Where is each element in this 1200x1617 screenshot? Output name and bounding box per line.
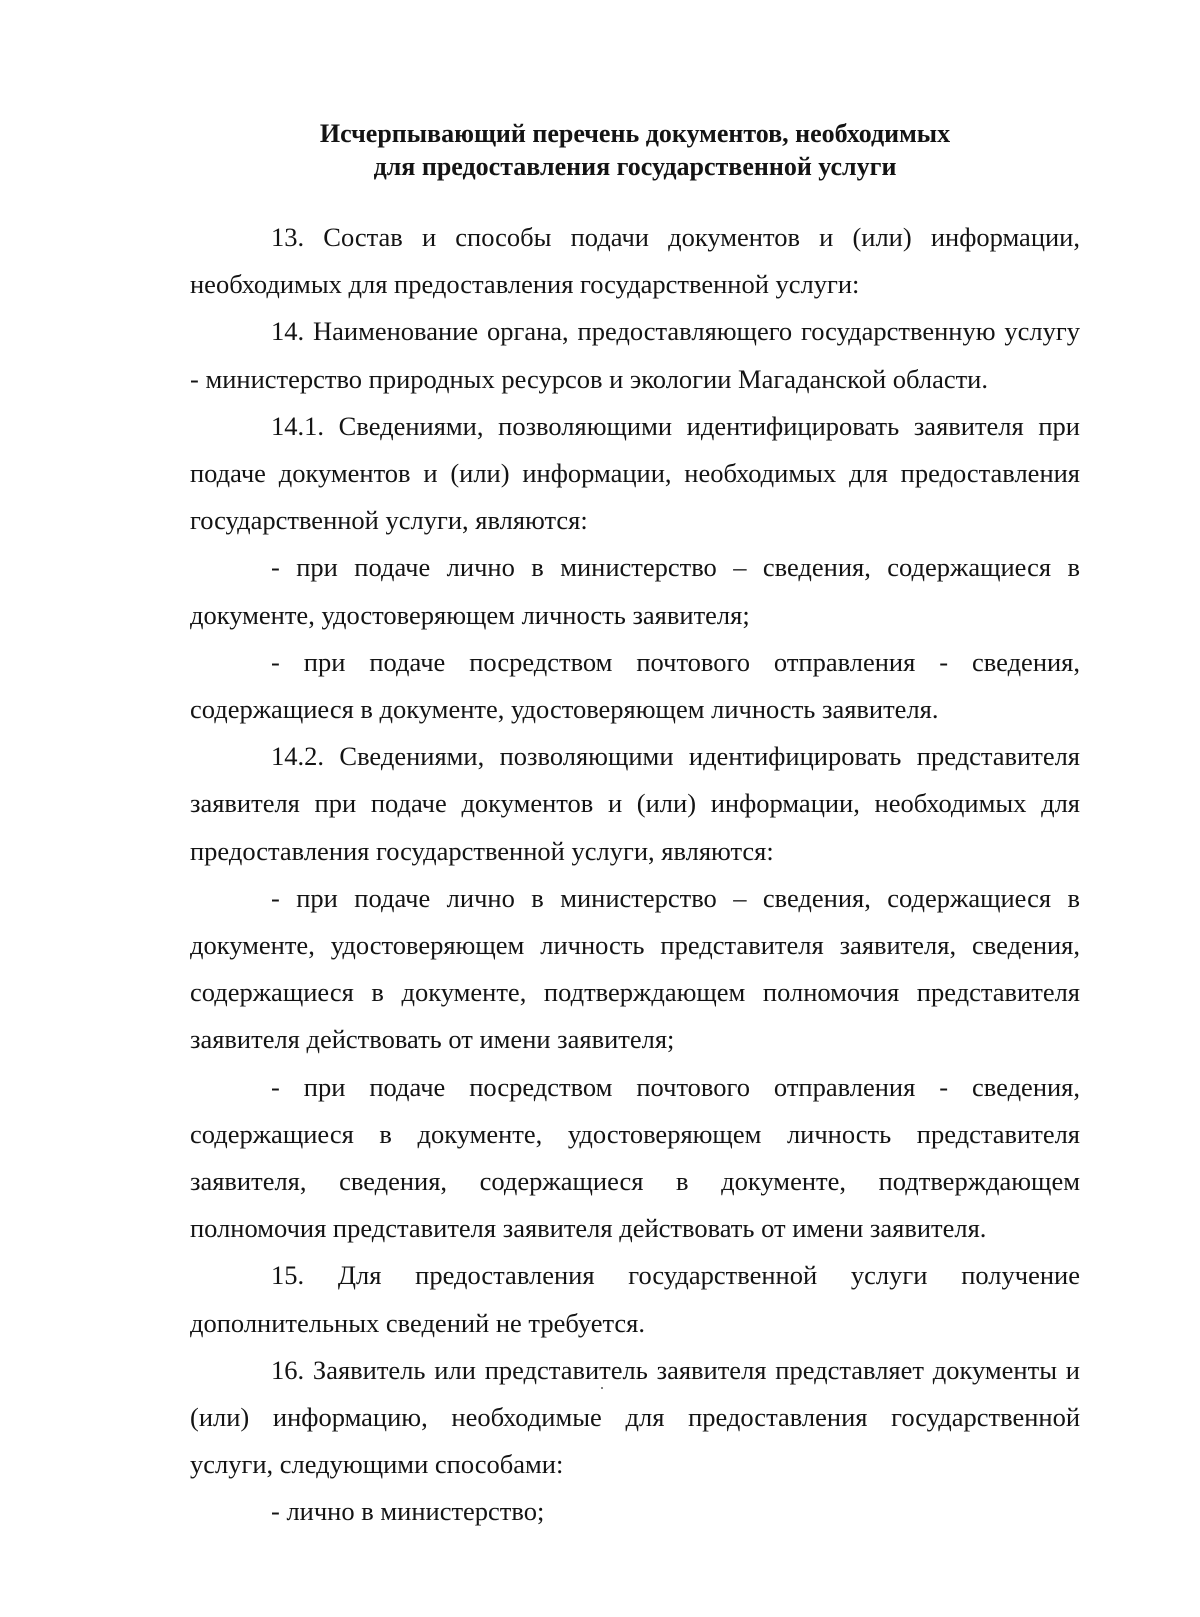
paragraph-14-1-item-in-person: - при подаче лично в министерство – сведения, содержащиеся в документе, удостоверяющем личность заявителя;: [190, 552, 1080, 630]
paragraph-14-2-item-by-post: - при подаче посредством почтового отправления - сведения, содержащиеся в документе, удостоверяющем личность представителя заявителя, сведения, содержащиеся в документе, подтверждающем полномочия представителя заявителя действовать от имени заявителя.: [190, 1071, 1080, 1244]
paragraph-13: 13. Состав и способы подачи документов и (или) информации, необходимых для предоставления государственной услуги:: [190, 222, 1080, 300]
paragraph-14-1-item-by-post: - при подаче посредством почтового отправления - сведения, содержащиеся в документе, удостоверяющем личность заявителя.: [190, 646, 1080, 725]
paragraph-14-2: 14.2. Сведениями, позволяющими идентифицировать представителя заявителя при подаче документов и (или) информации, необходимых для предоставления государственной услуги, являются:: [190, 741, 1080, 866]
title-line-2: для предоставления государственной услуги: [373, 152, 897, 181]
scan-speck: [601, 1387, 603, 1389]
title-line-1: Исчерпывающий перечень документов, необходимых: [319, 119, 951, 148]
document-title: [190, 117, 1080, 183]
document-body: [190, 214, 1080, 1536]
paragraph-14-2-item-in-person: - при подаче лично в министерство – сведения, содержащиеся в документе, удостоверяющем личность представителя заявителя, сведения, содержащиеся в документе, подтверждающем полномочия представителя заявителя действовать от имени заявителя;: [190, 882, 1080, 1055]
paragraph-16: 16. Заявитель или представитель заявителя представляет документы и (или) информацию, необходимые для предоставления государственной услуги, следующими способами:: [190, 1354, 1080, 1480]
paragraph-16-item-in-person: - лично в министерство;: [271, 1496, 545, 1527]
paragraph-14: 14. Наименование органа, предоставляющего государственную услугу - министерство природных ресурсов и экологии Магаданской области.: [190, 316, 1080, 394]
paragraph-14-1: 14.1. Сведениями, позволяющими идентифицировать заявителя при подаче документов и (или) информации, необходимых для предоставления государственной услуги, являются:: [190, 410, 1080, 536]
paragraph-15: 15. Для предоставления государственной услуги получение дополнительных сведений не требуется.: [190, 1260, 1080, 1338]
